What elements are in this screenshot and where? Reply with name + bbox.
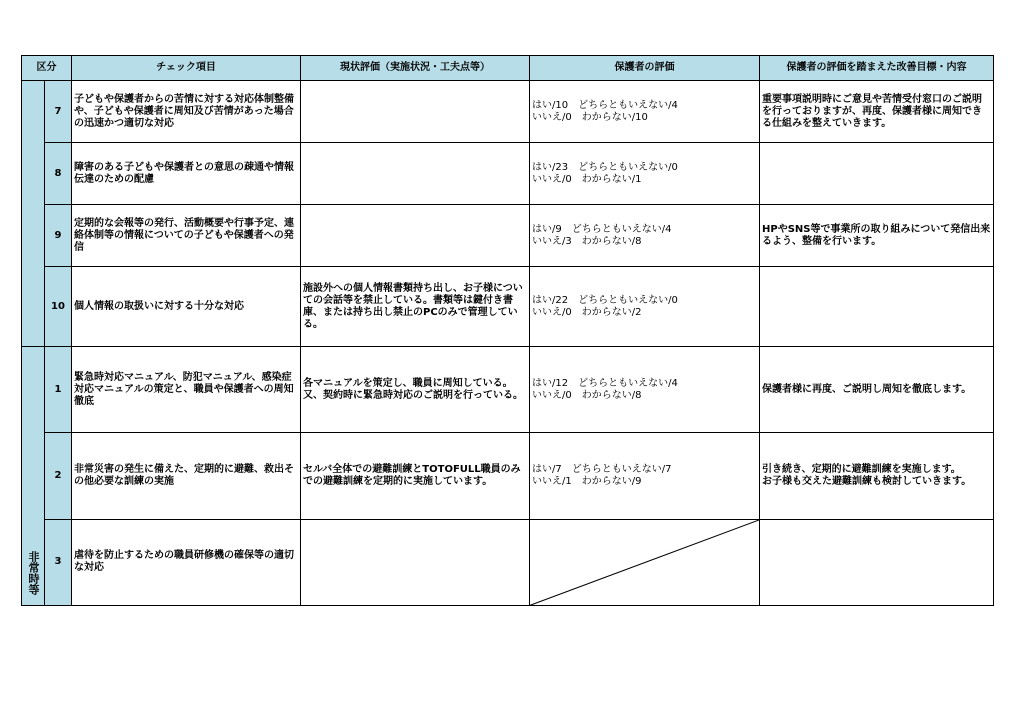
guardian-eval (530, 143, 760, 205)
table-row (22, 267, 994, 347)
check-item: 個人情報の取扱いに対する十分な対応 (72, 267, 301, 347)
row-number: 10 (45, 267, 72, 347)
header-improvement: 保護者の評価を踏まえた改善目標・内容 (760, 56, 994, 81)
improvement-plan (760, 519, 994, 605)
improvement-plan (760, 143, 994, 205)
improvement-plan: HPやSNS等で事業所の取り組みについて発信出来るよう、整備を行います。 (760, 205, 994, 267)
table-row (22, 143, 994, 205)
row-number: 1 (45, 347, 72, 433)
guardian-eval (530, 347, 760, 433)
row-number: 2 (45, 433, 72, 519)
guardian-eval (530, 267, 760, 347)
check-item: 非常災害の発生に備えた、定期的に避難、救出その他必要な訓練の実施 (72, 433, 301, 519)
eval-line-1: はい/23 どちらともいえない/0 (532, 161, 678, 173)
eval-line-1: はい/9 どちらともいえない/4 (532, 223, 672, 235)
table-row (22, 347, 994, 433)
eval-line-2: いいえ/3 わからない/8 (532, 235, 642, 247)
row-number: 9 (45, 205, 72, 267)
status-text: セルバ全体での避難訓練とTOTOFULL職員のみでの避難訓練を定期的に実施しています。 (301, 433, 530, 519)
status-text (301, 205, 530, 267)
status-text (301, 81, 530, 143)
diagonal-slash (530, 520, 759, 605)
eval-line-1: はい/7 どちらともいえない/7 (532, 463, 672, 475)
check-item: 子どもや保護者からの苦情に対する対応体制整備や、子どもや保護者に周知及び苦情があった場合の迅速かつ適切な対応 (72, 81, 301, 143)
evaluation-table (21, 55, 994, 606)
guardian-eval (530, 205, 760, 267)
check-item: 障害のある子どもや保護者との意思の疎通や情報伝達のための配慮 (72, 143, 301, 205)
row-number: 7 (45, 81, 72, 143)
table-row (22, 205, 994, 267)
guardian-eval (530, 433, 760, 519)
check-item: 定期的な会報等の発行、活動概要や行事予定、連絡体制等の情報についての子どもや保護者への発信 (72, 205, 301, 267)
eval-line-1: はい/12 どちらともいえない/4 (532, 377, 678, 389)
improvement-plan: 引き続き、定期的に避難訓練を実施します。 お子様も交えた避難訓練も検討していきます。 (760, 433, 994, 519)
eval-line-2: いいえ/0 わからない/8 (532, 389, 642, 401)
header-status: 現状評価（実施状況・工夫点等） (301, 56, 530, 81)
guardian-eval (530, 81, 760, 143)
table-row (22, 81, 994, 143)
row-number: 8 (45, 143, 72, 205)
improvement-plan: 重要事項説明時にご意見や苦情受付窓口のご説明を行っておりますが、再度、保護者様に周知できる仕組みを整えていきます。 (760, 81, 994, 143)
status-text (301, 519, 530, 605)
eval-line-2: いいえ/0 わからない/1 (532, 173, 642, 185)
guardian-eval-na (530, 519, 760, 605)
improvement-plan: 保護者様に再度、ご説明し周知を徹底します。 (760, 347, 994, 433)
improvement-plan (760, 267, 994, 347)
table-row (22, 519, 994, 605)
eval-line-1: はい/22 どちらともいえない/0 (532, 294, 678, 306)
category-2-label: 非常時等 (27, 551, 40, 595)
row-number: 3 (45, 519, 72, 605)
header-check-item: チェック項目 (72, 56, 301, 81)
eval-line-2: いいえ/0 わからない/2 (532, 306, 642, 318)
header-category: 区分 (22, 56, 72, 81)
category-cell-1 (22, 81, 45, 347)
eval-line-2: いいえ/1 わからない/9 (532, 475, 642, 487)
check-item: 緊急時対応マニュアル、防犯マニュアル、感染症対応マニュアルの策定と、職員や保護者への周知徹底 (72, 347, 301, 433)
status-text: 各マニュアルを策定し、職員に周知している。又、契約時に緊急時対応のご説明を行っている。 (301, 347, 530, 433)
header-guardian-eval: 保護者の評価 (530, 56, 760, 81)
category-cell-2 (22, 347, 45, 606)
status-text: 施設外への個人情報書類持ち出し、お子様についての会話等を禁止している。書類等は鍵付き書庫、または持ち出し禁止のPCのみで管理している。 (301, 267, 530, 347)
table-row (22, 433, 994, 519)
check-item: 虐待を防止するための職員研修機の確保等の適切な対応 (72, 519, 301, 605)
header-row (22, 56, 994, 81)
status-text (301, 143, 530, 205)
eval-line-2: いいえ/0 わからない/10 (532, 111, 648, 123)
eval-line-1: はい/10 どちらともいえない/4 (532, 99, 678, 111)
